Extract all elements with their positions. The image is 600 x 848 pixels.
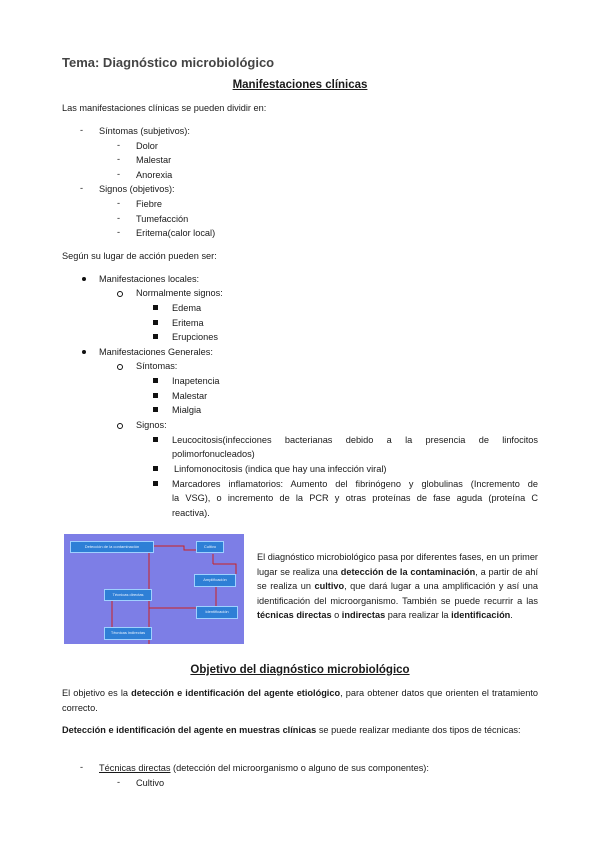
diagram-box-tecnicas-indirectas: Técnicas indirectas — [104, 627, 152, 640]
diagnosis-diagram — [64, 534, 244, 644]
bullet-square-icon — [153, 466, 158, 471]
sintomas-label: Síntomas (subjetivos): — [99, 126, 190, 136]
list-item: Tumefacción — [136, 214, 189, 224]
bullet-square-icon — [153, 481, 158, 486]
tecnicas-directas-line: Técnicas directas (detección del microorganismo o alguno de sus componentes): — [99, 763, 429, 773]
diagram-box-deteccion: Detección de la contaminación — [70, 541, 154, 553]
normalmente-label: Normalmente signos: — [136, 288, 223, 298]
dash-bullet: - — [117, 213, 121, 223]
dash-bullet: - — [117, 154, 121, 164]
list-item: Erupciones — [172, 332, 218, 342]
marcadores-line-2: la VSG), o incremento de la PCR y otras proteínas de fase aguda (proteína C — [172, 493, 538, 503]
bullet-circle-icon — [117, 423, 123, 429]
objetivo-paragraph: El objetivo es la detección e identificación del agente etiológico, para obtener datos que orienten el tratamiento correcto. — [62, 688, 538, 713]
bullet-square-icon — [153, 407, 158, 412]
list-item: Fiebre — [136, 199, 163, 209]
gen-sintomas-label: Síntomas: — [136, 361, 178, 371]
dash-bullet: - — [117, 198, 121, 208]
marcadores-line-1: Marcadores inflamatorios: Aumento del fibrinógeno y globulinas (Incremento de — [172, 479, 538, 489]
list-item: Inapetencia — [172, 376, 220, 386]
dash-bullet: - — [80, 183, 84, 193]
diagram-box-cultivo: Cultivo — [196, 541, 224, 553]
dash-bullet: - — [117, 169, 121, 179]
bullet-square-icon — [153, 393, 158, 398]
bullet-square-icon — [153, 334, 158, 339]
segun-text: Según su lugar de acción pueden ser: — [62, 251, 217, 261]
bullet-square-icon — [153, 320, 158, 325]
generales-label: Manifestaciones Generales: — [99, 347, 213, 357]
bullet-circle-icon — [117, 364, 123, 370]
bullet-dot-icon — [82, 277, 86, 281]
list-item: Eritema — [172, 318, 204, 328]
section-heading-objetivo: Objetivo del diagnóstico microbiológico — [190, 664, 410, 676]
dash-bullet: - — [80, 125, 84, 135]
intro-text: Las manifestaciones clínicas se pueden dividir en: — [62, 103, 267, 113]
leucocitosis-line-2: polimorfonucleados) — [172, 449, 255, 459]
diagram-box-tecnicas-directas: Técnicas directas — [104, 589, 152, 601]
dash-bullet: - — [117, 140, 121, 150]
list-item: Cultivo — [136, 778, 165, 788]
locales-label: Manifestaciones locales: — [99, 274, 200, 284]
marcadores-line-3: reactiva). — [172, 508, 210, 518]
list-item: Eritema(calor local) — [136, 228, 216, 238]
list-item: Mialgia — [172, 405, 202, 415]
section-heading-manifestaciones: Manifestaciones clínicas — [232, 79, 368, 91]
list-item: Malestar — [136, 155, 172, 165]
list-item: Edema — [172, 303, 202, 313]
bullet-square-icon — [153, 378, 158, 383]
leucocitosis-line-1: Leucocitosis(infecciones bacterianas debido a la presencia de linfocitos — [172, 435, 538, 445]
bullet-circle-icon — [117, 291, 123, 297]
diagram-box-amplificacion: Amplificación — [194, 574, 236, 587]
dash-bullet: - — [117, 227, 121, 237]
list-item: Anorexia — [136, 170, 173, 180]
diagram-box-identificacion: Identificación — [196, 606, 238, 619]
signos-label: Signos (objetivos): — [99, 184, 175, 194]
gen-signos-label: Signos: — [136, 420, 167, 430]
bullet-dot-icon — [82, 350, 86, 354]
page-title: Tema: Diagnóstico microbiológico — [62, 55, 275, 70]
dash-bullet: - — [80, 762, 84, 772]
dash-bullet: - — [117, 777, 121, 787]
bullet-square-icon — [153, 305, 158, 310]
bullet-square-icon — [153, 437, 158, 442]
deteccion-paragraph: Detección e identificación del agente en muestras clínicas se puede realizar mediante dos tipos de técnicas: — [62, 725, 521, 735]
linfomonocitosis-text: Linfomonocitosis (indica que hay una infección viral) — [174, 464, 387, 474]
list-item: Malestar — [172, 391, 208, 401]
diagram-description: El diagnóstico microbiológico pasa por diferentes fases, en un primer lugar se realiza una detección de la contaminación, a partir de ahí se realiza un cultivo, que dará lugar a una amplificación y así una identificación del microorganismo. También se puede recurrir a las técnicas directas o indirectas para realizar la identificación. — [257, 552, 538, 620]
list-item: Dolor — [136, 141, 158, 151]
